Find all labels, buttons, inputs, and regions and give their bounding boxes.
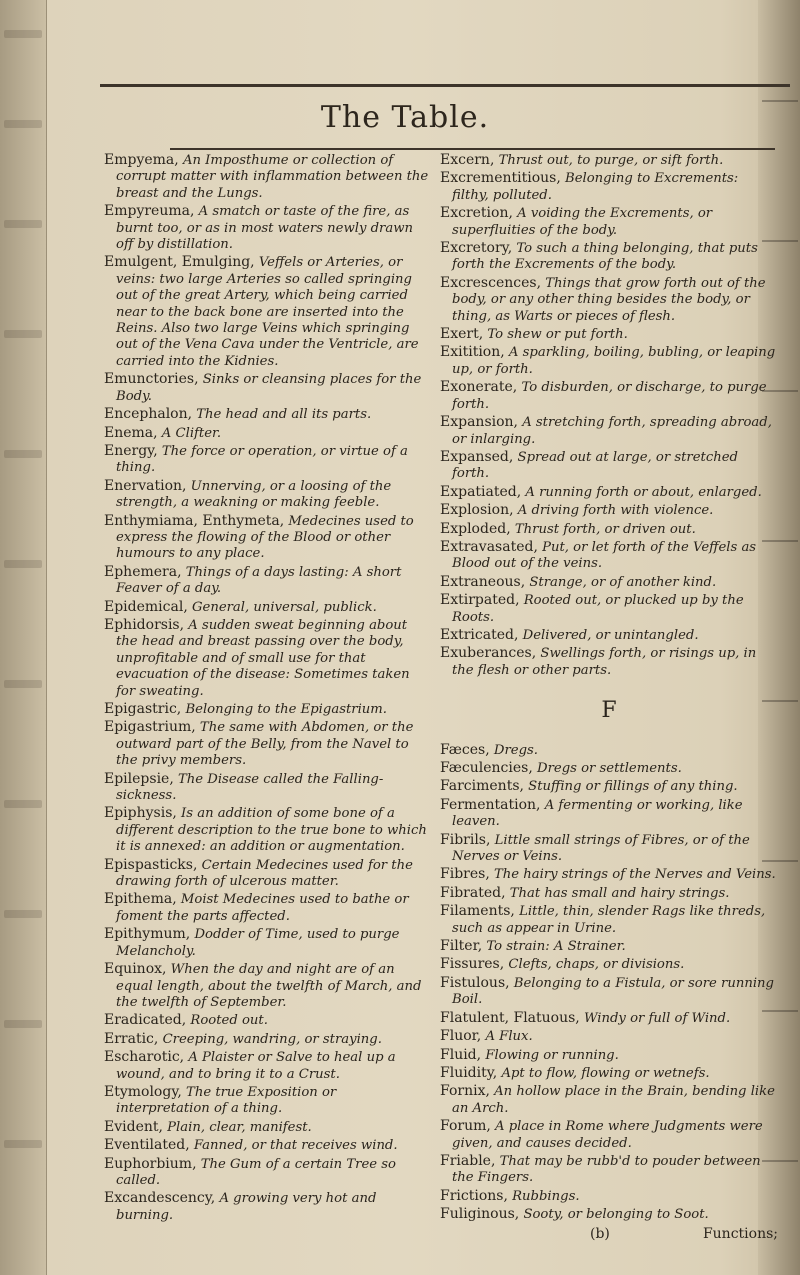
headword: Empyema, <box>104 152 179 168</box>
glossary-entry <box>440 574 778 591</box>
glossary-entry <box>104 513 432 563</box>
section-letter: F <box>601 698 617 724</box>
definition: Belonging to a Fistula, or sore running Boil. <box>452 975 774 1008</box>
headword: Fæces, <box>440 741 490 758</box>
glossary-entry <box>440 170 778 204</box>
headword: Extricated, <box>440 626 519 643</box>
definition: An hollow place in the Brain, bending like an Arch. <box>452 1084 775 1116</box>
definition: Delivered, or unintangled. <box>522 627 699 643</box>
headword: Fistulous, <box>440 974 510 991</box>
headword: Fibrils, <box>440 831 491 848</box>
definition: A smatch or taste of the fire, as burnt too, or as in most waters newly drawn off by distillation. <box>116 204 414 253</box>
headword: Excretion, <box>440 205 513 222</box>
glossary-entry <box>440 449 778 483</box>
glossary-entry <box>440 326 778 343</box>
glossary-entry <box>440 1188 778 1205</box>
glossary-entry <box>440 1028 778 1045</box>
glossary-entry <box>440 592 778 626</box>
glossary-entry <box>104 1156 432 1190</box>
headword: Empyreuma, <box>104 203 195 220</box>
definition: A running forth or about, enlarged. <box>525 484 762 500</box>
definition: Dregs. <box>493 742 538 758</box>
headword: Excrementitious, <box>440 170 561 187</box>
headword: Exert, <box>440 326 484 343</box>
definition: Certain Medecines used for the drawing forth of ulcerous matter. <box>116 857 413 890</box>
definition: A driving forth with violence. <box>517 503 714 519</box>
glossary-entry <box>440 832 778 866</box>
glossary-entry <box>440 866 778 883</box>
glossary-entry <box>104 891 432 925</box>
facing-page-edge <box>0 0 47 1275</box>
definition: To disburden, or discharge, to purge forth. <box>452 380 767 412</box>
definition: Strange, or of another kind. <box>529 574 717 590</box>
right-column <box>440 152 778 1242</box>
title-rule <box>170 148 775 150</box>
headword: Fluidity, <box>440 1064 498 1081</box>
headword: Expatiated, <box>440 483 522 500</box>
glossary-entry <box>104 617 432 700</box>
catchword: Functions; <box>702 1225 778 1242</box>
glossary-entry <box>104 1119 432 1136</box>
e-entries <box>440 152 778 679</box>
glossary-entry <box>104 203 432 253</box>
glossary-entry <box>440 521 778 538</box>
glossary-entry <box>440 1047 778 1064</box>
glossary-entry <box>440 903 778 937</box>
headword: Fibrated, <box>440 884 506 901</box>
definition: The Disease called the Falling-sickness. <box>116 771 384 804</box>
header-rule <box>100 84 790 87</box>
glossary-entry <box>104 406 432 423</box>
glossary-entry <box>440 344 778 378</box>
glossary-entry <box>440 414 778 448</box>
f-entries <box>440 742 778 1224</box>
glossary-entry <box>104 1190 432 1224</box>
definition: Apt to flow, flowing or wetnefs. <box>501 1065 710 1081</box>
glossary-entry <box>440 275 778 325</box>
glossary-entry <box>104 425 432 442</box>
headword: Encephalon, <box>104 406 193 423</box>
definition: Dodder of Time, used to purge Melancholy. <box>116 927 400 959</box>
definition: The head and all its parts. <box>196 407 372 423</box>
left-column <box>104 152 432 1232</box>
definition: Spread out at large, or stretched forth. <box>452 449 738 482</box>
headword: Expansed, <box>440 448 514 465</box>
glossary-entry <box>440 778 778 795</box>
definition: Fanned, or that receives wind. <box>193 1138 398 1154</box>
definition: A Plaister or Salve to heal up a wound, and to bring it to a Crust. <box>116 1050 396 1082</box>
definition: When the day and night are of an equal length, about the twelfth of March, and the twelfth of September. <box>116 962 422 1010</box>
definition: An Imposthume or collection of corrupt matter with inflammation between the breast and the Lungs. <box>116 153 429 201</box>
signature-mark: (b) <box>590 1225 610 1242</box>
glossary-entry <box>440 1083 778 1117</box>
glossary-entry <box>440 797 778 831</box>
glossary-entry <box>104 599 432 616</box>
glossary-entry <box>104 371 432 405</box>
glossary-entry <box>440 956 778 973</box>
glossary-entry <box>440 1153 778 1187</box>
headword: Explosion, <box>440 502 514 519</box>
definition: The Gum of a certain Tree so called. <box>116 1156 396 1188</box>
headword: Epidemical, <box>104 598 188 615</box>
glossary-entry <box>104 701 432 718</box>
glossary-entry <box>104 1084 432 1118</box>
definition: To shew or put forth. <box>487 327 628 343</box>
glossary-entry <box>104 961 432 1011</box>
definition: Rubbings. <box>512 1188 580 1204</box>
headword: Ephidorsis, <box>104 616 185 633</box>
headword: Epithema, <box>104 891 177 908</box>
glossary-entry <box>104 152 432 202</box>
headword: Fissures, <box>440 956 505 973</box>
glossary-entry <box>104 1012 432 1029</box>
definition: Plain, clear, manifest. <box>167 1119 312 1135</box>
definition: A sudden sweat beginning about the head and breast passing over the body, unprofitable and of small use for that evacuation of the disease: Sometimes taken for sweating. <box>116 617 410 699</box>
definition: Moist Medecines used to bathe or foment the parts affected. <box>116 892 409 924</box>
headword: Epiphysis, <box>104 805 177 822</box>
glossary-entry <box>440 627 778 644</box>
headword: Frictions, <box>440 1187 508 1204</box>
headword: Excrescences, <box>440 274 542 291</box>
glossary-entry <box>440 885 778 902</box>
headword: Energy, <box>104 442 158 459</box>
headword: Fermentation, <box>440 796 541 813</box>
definition: Creeping, wandring, or straying. <box>162 1031 382 1047</box>
glossary-entry <box>440 240 778 274</box>
headword: Ephemera, <box>104 563 182 580</box>
headword: Filter, <box>440 938 483 955</box>
glossary-entry <box>440 760 778 777</box>
headword: Etymology, <box>104 1083 182 1100</box>
headword: Equinox, <box>104 961 167 978</box>
definition: Rooted out, or plucked up by the Roots. <box>452 593 744 625</box>
headword: Epispasticks, <box>104 856 198 873</box>
headword: Enervation, <box>104 477 187 494</box>
headword: Excern, <box>440 152 495 168</box>
glossary-entry <box>440 1065 778 1082</box>
definition: Things of a days lasting: A short Feaver of a day. <box>116 564 402 597</box>
glossary-entry <box>440 502 778 519</box>
headword: Escharotic, <box>104 1049 185 1066</box>
headword: Friable, <box>440 1152 496 1169</box>
definition: Swellings forth, or risings up, in the flesh or other parts. <box>452 646 757 678</box>
glossary-entry <box>104 564 432 598</box>
glossary-entry <box>440 938 778 955</box>
glossary-entry <box>104 1031 432 1048</box>
headword: Epigastrium, <box>104 719 196 736</box>
headword: Filaments, <box>440 903 515 920</box>
definition: A sparkling, boiling, bubling, or leaping up, or forth. <box>452 345 776 377</box>
headword: Forum, <box>440 1118 491 1135</box>
headword: Farciments, <box>440 778 524 795</box>
headword: Exonerate, <box>440 379 518 396</box>
page-footer <box>440 1226 778 1244</box>
glossary-entry <box>440 742 778 759</box>
glossary-entry <box>440 1010 778 1027</box>
glossary-entry <box>440 539 778 573</box>
definition: Clefts, chaps, or divisions. <box>508 957 685 973</box>
headword: Excretory, <box>440 240 513 257</box>
glossary-entry <box>440 975 778 1009</box>
glossary-entry <box>104 1137 432 1154</box>
headword: Flatulent, Flatuous, <box>440 1009 580 1026</box>
headword: Extirpated, <box>440 592 520 609</box>
definition: A fermenting or working, like leaven. <box>452 797 743 830</box>
headword: Enthymiama, Enthymeta, <box>104 512 285 529</box>
glossary-entry <box>104 719 432 769</box>
glossary-entry <box>104 254 432 370</box>
definition: Little small strings of Fibres, or of the Nerves or Veins. <box>452 832 750 865</box>
glossary-entry <box>104 926 432 960</box>
headword: Exitition, <box>440 344 505 361</box>
headword: Exploded, <box>440 520 511 537</box>
headword: Epithymum, <box>104 926 191 943</box>
definition: That may be rubb'd to pouder between the Fingers. <box>452 1153 761 1186</box>
glossary-entry <box>104 443 432 477</box>
headword: Extraneous, <box>440 573 526 590</box>
glossary-entry <box>104 478 432 512</box>
headword: Fuliginous, <box>440 1206 520 1223</box>
definition: Is an addition of some bone of a different description to the true bone to which it is annexed: an addition or augmentation. <box>116 806 427 855</box>
definition: A growing very hot and burning. <box>116 1191 377 1223</box>
definition: The same with Abdomen, or the outward part of the Belly, from the Navel to the privy members. <box>116 720 414 769</box>
page-title: The Table. <box>320 100 490 135</box>
definition: That has small and hairy strings. <box>509 885 730 901</box>
headword: Epigastric, <box>104 701 182 717</box>
definition: Unnerving, or a loosing of the strength, a weakning or making feeble. <box>116 478 392 511</box>
headword: Enema, <box>104 424 158 441</box>
definition: The force or operation, or virtue of a thing. <box>116 443 408 476</box>
glossary-entry <box>104 805 432 855</box>
definition: Sooty, or belonging to Soot. <box>523 1207 709 1223</box>
headword: Exuberances, <box>440 645 537 662</box>
headword: Erratic, <box>104 1030 159 1047</box>
definition: A place in Rome where Judgments were given, and causes decided. <box>452 1119 763 1151</box>
definition: To strain: A Strainer. <box>486 939 626 955</box>
definition: Veffels or Arteries, or veins: two large Arteries so called springing out of the great Artery, which being carried near to the back bone are inserted into the Reins. Also two large Veins which springing out of the Vena Cava under the Ventricle, are carried into the Kidnies. <box>116 255 419 369</box>
headword: Fibres, <box>440 866 490 883</box>
glossary-entry <box>104 857 432 891</box>
headword: Excandescency, <box>104 1190 216 1207</box>
definition: A voiding the Excrements, or superfluities of the body. <box>452 206 713 238</box>
glossary-entry <box>440 152 778 169</box>
headword: Fæculencies, <box>440 760 533 776</box>
headword: Expansion, <box>440 414 518 431</box>
definition: The true Exposition or interpretation of a thing. <box>116 1084 337 1117</box>
headword: Eventilated, <box>104 1137 190 1154</box>
definition: Belonging to the Epigastrium. <box>185 702 387 717</box>
definition: Sinks or cleansing places for the Body. <box>116 372 422 404</box>
definition: Things that grow forth out of the body, or any other thing besides the body, or thing, as Warts or pieces of flesh. <box>452 275 766 324</box>
glossary-entry <box>440 1206 778 1223</box>
glossary-entry <box>440 205 778 239</box>
definition: Medecines used to express the flowing of the Blood or other humours to any place. <box>116 513 414 562</box>
glossary-entry <box>440 1118 778 1152</box>
definition: Thrust out, to purge, or sift forth. <box>498 153 724 168</box>
headword: Eradicated, <box>104 1012 187 1029</box>
definition: A stretching forth, spreading abroad, or inlarging. <box>452 415 772 447</box>
glossary-entry <box>440 379 778 413</box>
headword: Evident, <box>104 1118 163 1135</box>
glossary-entry <box>440 645 778 679</box>
headword: Fluid, <box>440 1046 482 1063</box>
definition: General, universal, publick. <box>191 599 377 615</box>
definition: Flowing or running. <box>485 1047 619 1063</box>
definition: Dregs or settlements. <box>537 761 682 776</box>
headword: Emulgent, Emulging, <box>104 254 255 271</box>
definition: Put, or let forth of the Veffels as Blood out of the veins. <box>452 539 757 572</box>
headword: Fornix, <box>440 1083 490 1100</box>
definition: Belonging to Excrements: filthy, polluted. <box>452 171 739 203</box>
headword: Euphorbium, <box>104 1155 197 1172</box>
definition: Stuffing or fillings of any thing. <box>528 779 738 795</box>
headword: Emunctories, <box>104 371 199 388</box>
definition: The hairy strings of the Nerves and Veins. <box>493 867 776 883</box>
definition: A Clifter. <box>161 425 222 441</box>
headword: Epilepsie, <box>104 770 174 787</box>
glossary-entry <box>440 484 778 501</box>
headword: Fluor, <box>440 1028 482 1045</box>
glossary-entry <box>104 1049 432 1083</box>
definition: Thrust forth, or driven out. <box>514 521 696 537</box>
definition: Little, thin, slender Rags like threds, such as appear in Urine. <box>452 904 766 936</box>
headword: Extravasated, <box>440 538 538 555</box>
definition: Windy or full of Wind. <box>583 1010 731 1026</box>
definition: A Flux. <box>485 1029 533 1045</box>
definition: Rooted out. <box>190 1013 268 1029</box>
glossary-entry <box>104 771 432 805</box>
definition: To such a thing belonging, that puts forth the Excrements of the body. <box>452 241 758 273</box>
